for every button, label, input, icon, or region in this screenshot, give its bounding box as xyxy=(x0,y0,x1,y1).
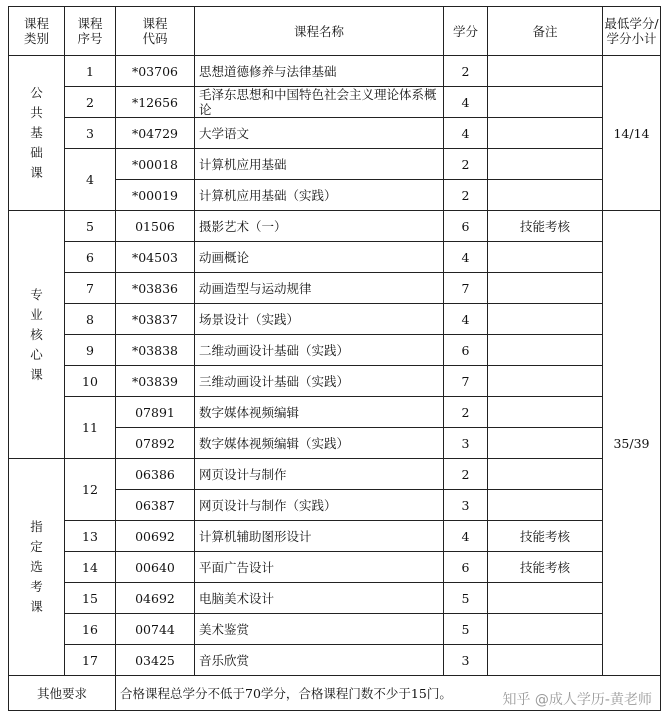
name-cell: 平面广告设计 xyxy=(195,552,444,583)
table-row xyxy=(9,459,661,490)
seq-cell: 12 xyxy=(65,459,116,521)
header-category: 课程 类别 xyxy=(9,7,65,56)
code-cell: 07892 xyxy=(116,428,195,459)
table-row xyxy=(9,521,661,552)
seq-cell: 8 xyxy=(65,304,116,335)
header-remark: 备注 xyxy=(488,7,603,56)
remark-cell xyxy=(488,583,603,614)
code-cell: 06386 xyxy=(116,459,195,490)
name-cell: 数字媒体视频编辑 xyxy=(195,397,444,428)
remark-cell xyxy=(488,614,603,645)
credit-cell: 4 xyxy=(444,521,488,552)
credit-cell: 2 xyxy=(444,56,488,87)
name-cell: 毛泽东思想和中国特色社会主义理论体系概论 xyxy=(195,87,444,118)
table-row xyxy=(9,56,661,87)
credit-cell: 3 xyxy=(444,645,488,676)
seq-cell: 1 xyxy=(65,56,116,87)
credit-cell: 5 xyxy=(444,583,488,614)
remark-cell xyxy=(488,459,603,490)
name-cell: 大学语文 xyxy=(195,118,444,149)
seq-cell: 15 xyxy=(65,583,116,614)
header-row xyxy=(9,7,661,56)
credit-cell: 7 xyxy=(444,273,488,304)
remark-cell xyxy=(488,56,603,87)
seq-cell: 3 xyxy=(65,118,116,149)
code-cell: *04729 xyxy=(116,118,195,149)
category-cell: 指 定 选 考 课 xyxy=(9,459,65,676)
category-cell: 公 共 基 础 课 xyxy=(9,56,65,211)
remark-cell xyxy=(488,118,603,149)
footer-text: 合格课程总学分不低于70学分，合格课程门数不少于15门。 xyxy=(116,676,661,711)
header-subtotal: 最低学分/ 学分小计 xyxy=(603,7,661,56)
remark-cell xyxy=(488,490,603,521)
table-row xyxy=(9,87,661,118)
remark-cell xyxy=(488,335,603,366)
seq-cell: 14 xyxy=(65,552,116,583)
code-cell: *03839 xyxy=(116,366,195,397)
code-cell: 07891 xyxy=(116,397,195,428)
credit-cell: 6 xyxy=(444,552,488,583)
remark-cell xyxy=(488,273,603,304)
credit-cell: 2 xyxy=(444,180,488,211)
name-cell: 三维动画设计基础（实践） xyxy=(195,366,444,397)
name-cell: 计算机应用基础（实践） xyxy=(195,180,444,211)
remark-cell: 技能考核 xyxy=(488,211,603,242)
category-cell: 专 业 核 心 课 xyxy=(9,211,65,459)
code-cell: *00019 xyxy=(116,180,195,211)
credit-cell: 3 xyxy=(444,490,488,521)
header-code: 课程 代码 xyxy=(116,7,195,56)
remark-cell xyxy=(488,304,603,335)
name-cell: 电脑美术设计 xyxy=(195,583,444,614)
name-cell: 计算机辅助图形设计 xyxy=(195,521,444,552)
seq-cell: 4 xyxy=(65,149,116,211)
seq-cell: 2 xyxy=(65,87,116,118)
code-cell: *12656 xyxy=(116,87,195,118)
seq-cell: 7 xyxy=(65,273,116,304)
code-cell: 00744 xyxy=(116,614,195,645)
name-cell: 摄影艺术（一） xyxy=(195,211,444,242)
remark-cell xyxy=(488,242,603,273)
credit-cell: 6 xyxy=(444,211,488,242)
seq-cell: 6 xyxy=(65,242,116,273)
name-cell: 动画造型与运动规律 xyxy=(195,273,444,304)
credit-cell: 2 xyxy=(444,459,488,490)
code-cell: *00018 xyxy=(116,149,195,180)
credit-cell: 3 xyxy=(444,428,488,459)
table-row xyxy=(9,366,661,397)
table-row xyxy=(9,149,661,180)
table-row xyxy=(9,335,661,366)
seq-cell: 10 xyxy=(65,366,116,397)
code-cell: 01506 xyxy=(116,211,195,242)
credit-cell: 7 xyxy=(444,366,488,397)
seq-cell: 16 xyxy=(65,614,116,645)
name-cell: 网页设计与制作（实践） xyxy=(195,490,444,521)
remark-cell: 技能考核 xyxy=(488,521,603,552)
credit-cell: 4 xyxy=(444,87,488,118)
code-cell: 03425 xyxy=(116,645,195,676)
remark-cell xyxy=(488,428,603,459)
name-cell: 数字媒体视频编辑（实践） xyxy=(195,428,444,459)
name-cell: 二维动画设计基础（实践） xyxy=(195,335,444,366)
table-row xyxy=(9,552,661,583)
table-row xyxy=(9,304,661,335)
remark-cell xyxy=(488,149,603,180)
seq-cell: 11 xyxy=(65,397,116,459)
table-row xyxy=(9,118,661,149)
subtotal-cell: 14/14 xyxy=(603,56,661,211)
footer-label: 其他要求 xyxy=(9,676,116,711)
name-cell: 音乐欣赏 xyxy=(195,645,444,676)
seq-cell: 5 xyxy=(65,211,116,242)
credit-cell: 6 xyxy=(444,335,488,366)
remark-cell xyxy=(488,397,603,428)
credit-cell: 2 xyxy=(444,397,488,428)
remark-cell xyxy=(488,366,603,397)
name-cell: 场景设计（实践） xyxy=(195,304,444,335)
remark-cell: 技能考核 xyxy=(488,552,603,583)
subtotal-cell: 35/39 xyxy=(603,211,661,676)
code-cell: *03706 xyxy=(116,56,195,87)
table-row xyxy=(9,273,661,304)
code-cell: 00692 xyxy=(116,521,195,552)
code-cell: *04503 xyxy=(116,242,195,273)
code-cell: 04692 xyxy=(116,583,195,614)
course-table xyxy=(8,6,661,711)
header-seq: 课程 序号 xyxy=(65,7,116,56)
seq-cell: 13 xyxy=(65,521,116,552)
code-cell: *03837 xyxy=(116,304,195,335)
seq-cell: 17 xyxy=(65,645,116,676)
name-cell: 计算机应用基础 xyxy=(195,149,444,180)
code-cell: *03838 xyxy=(116,335,195,366)
table-row xyxy=(9,211,661,242)
watermark: 知乎 @成人学历-黄老师 xyxy=(502,692,652,708)
credit-cell: 4 xyxy=(444,242,488,273)
table-row xyxy=(9,583,661,614)
header-name: 课程名称 xyxy=(195,7,444,56)
code-cell: 00640 xyxy=(116,552,195,583)
code-cell: *03836 xyxy=(116,273,195,304)
name-cell: 美术鉴赏 xyxy=(195,614,444,645)
seq-cell: 9 xyxy=(65,335,116,366)
table-row xyxy=(9,614,661,645)
remark-cell xyxy=(488,180,603,211)
name-cell: 思想道德修养与法律基础 xyxy=(195,56,444,87)
table-row xyxy=(9,242,661,273)
credit-cell: 2 xyxy=(444,149,488,180)
name-cell: 动画概论 xyxy=(195,242,444,273)
name-cell: 网页设计与制作 xyxy=(195,459,444,490)
credit-cell: 4 xyxy=(444,304,488,335)
credit-cell: 4 xyxy=(444,118,488,149)
table-row xyxy=(9,397,661,428)
credit-cell: 5 xyxy=(444,614,488,645)
table-row xyxy=(9,645,661,676)
remark-cell xyxy=(488,87,603,118)
header-credit: 学分 xyxy=(444,7,488,56)
code-cell: 06387 xyxy=(116,490,195,521)
remark-cell xyxy=(488,645,603,676)
